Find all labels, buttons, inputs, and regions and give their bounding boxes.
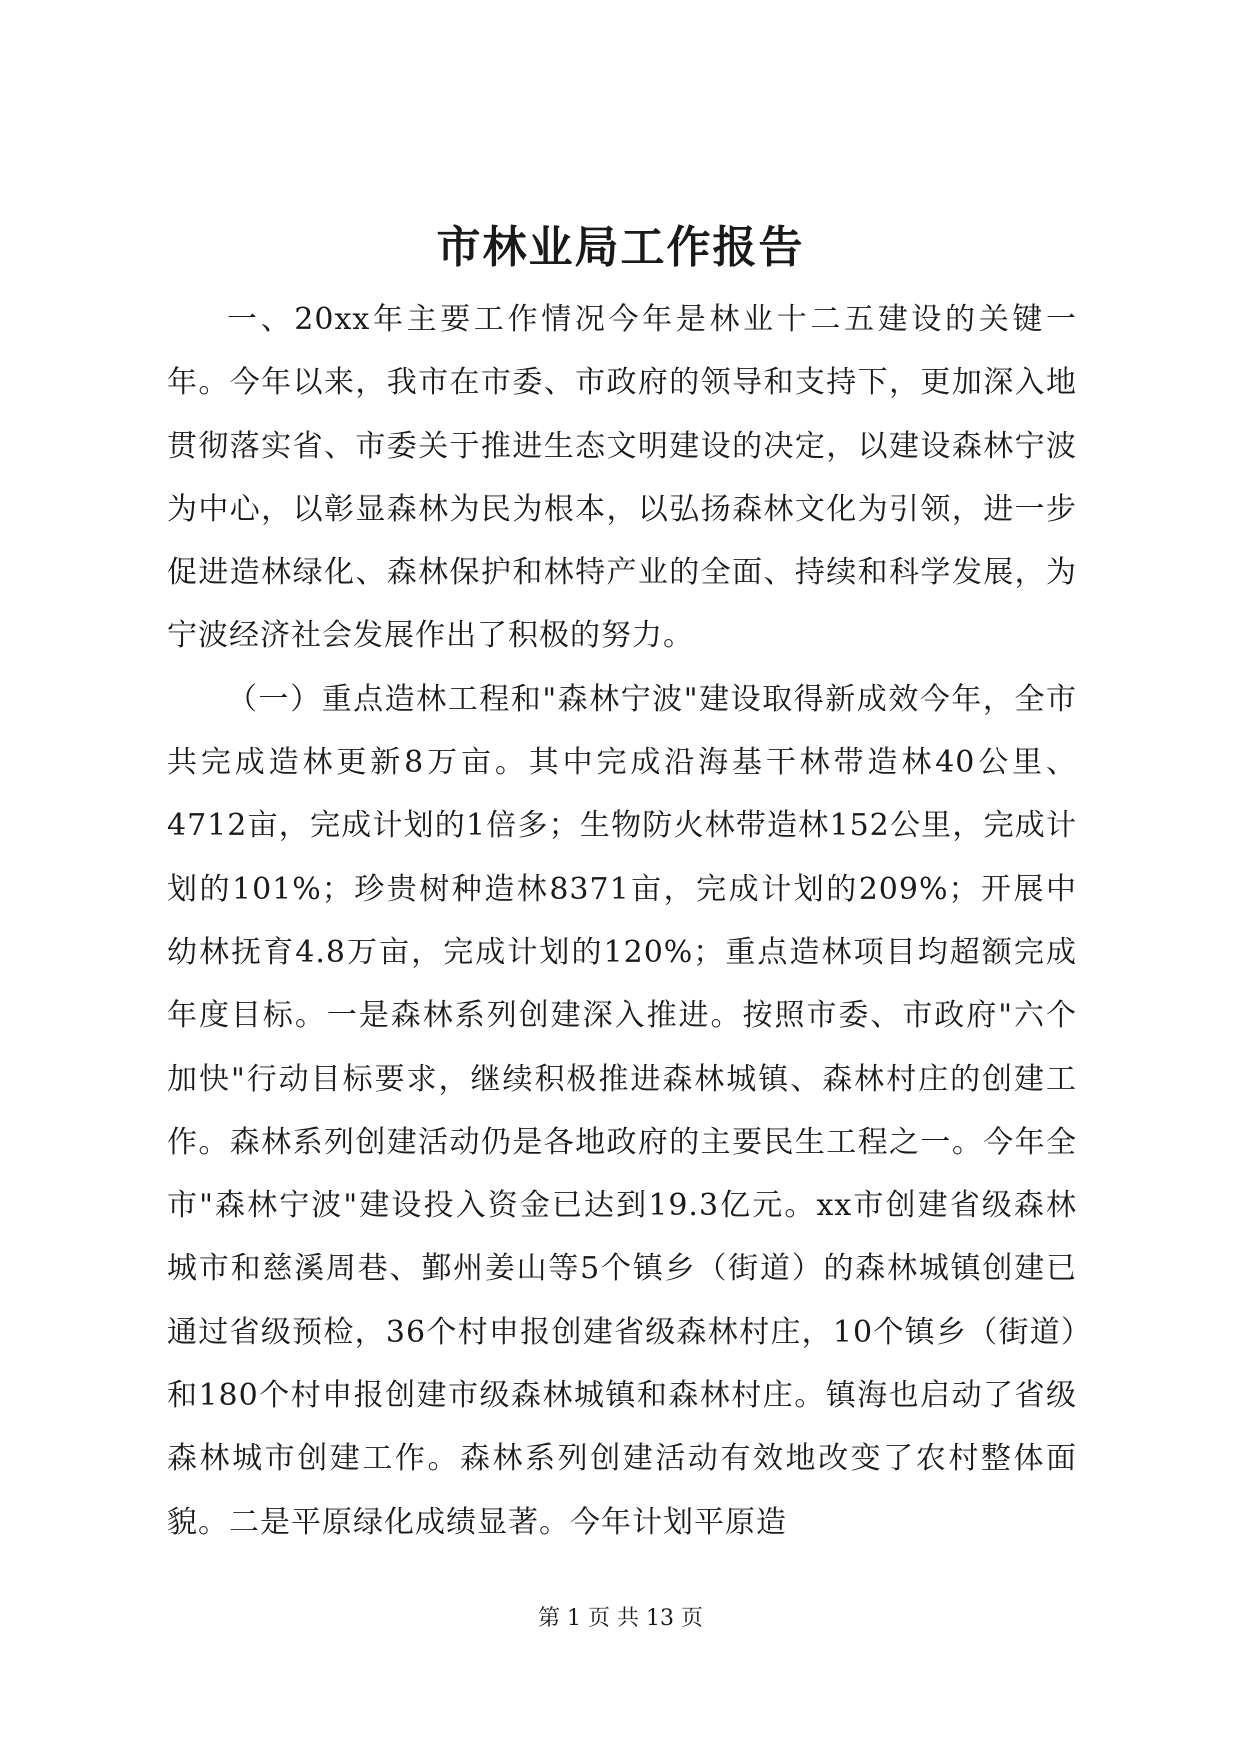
document-body bbox=[167, 288, 1077, 1554]
page-footer: 第 1 页 共 13 页 bbox=[538, 1606, 703, 1631]
document-title: 市林业局工作报告 bbox=[436, 222, 805, 273]
paragraph-section-1: （一）重点造林工程和"森林宁波"建设取得新成效今年，全市共完成造林更新8万亩。其中完成沿海基干林带造林40公里、4712亩，完成计划的1倍多；生物防火林带造林152公里，完成计划的101%；珍贵树种造林8371亩，完成计划的209%；开展中幼林抚育4.8万亩，完成计划的120%；重点造林项目均超额完成年度目标。一是森林系列创建深入推进。按照市委、市政府"六个加快"行动目标要求，继续积极推进森林城镇、森林村庄的创建工作。森林系列创建活动仍是各地政府的主要民生工程之一。今年全市"森林宁波"建设投入资金已达到19.3亿元。xx市创建省级森林城市和慈溪周巷、鄞州姜山等5个镇乡（街道）的森林城镇创建已通过省级预检，36个村申报创建省级森林村庄，10个镇乡（街道）和180个村申报创建市级森林城镇和森林村庄。镇海也启动了省级森林城市创建工作。森林系列创建活动有效地改变了农村整体面貌。二是平原绿化成绩显著。今年计划平原造 bbox=[167, 681, 1077, 1540]
paragraph-intro: 一、20xx年主要工作情况今年是林业十二五建设的关键一年。今年以来，我市在市委、市政府的领导和支持下，更加深入地贯彻落实省、市委关于推进生态文明建设的决定，以建设森林宁波为中心，以彰显森林为民为根本，以弘扬森林文化为引领，进一步促进造林绿化、森林保护和林特产业的全面、持续和科学发展，为宁波经济社会发展作出了积极的努力。 bbox=[167, 302, 1077, 654]
